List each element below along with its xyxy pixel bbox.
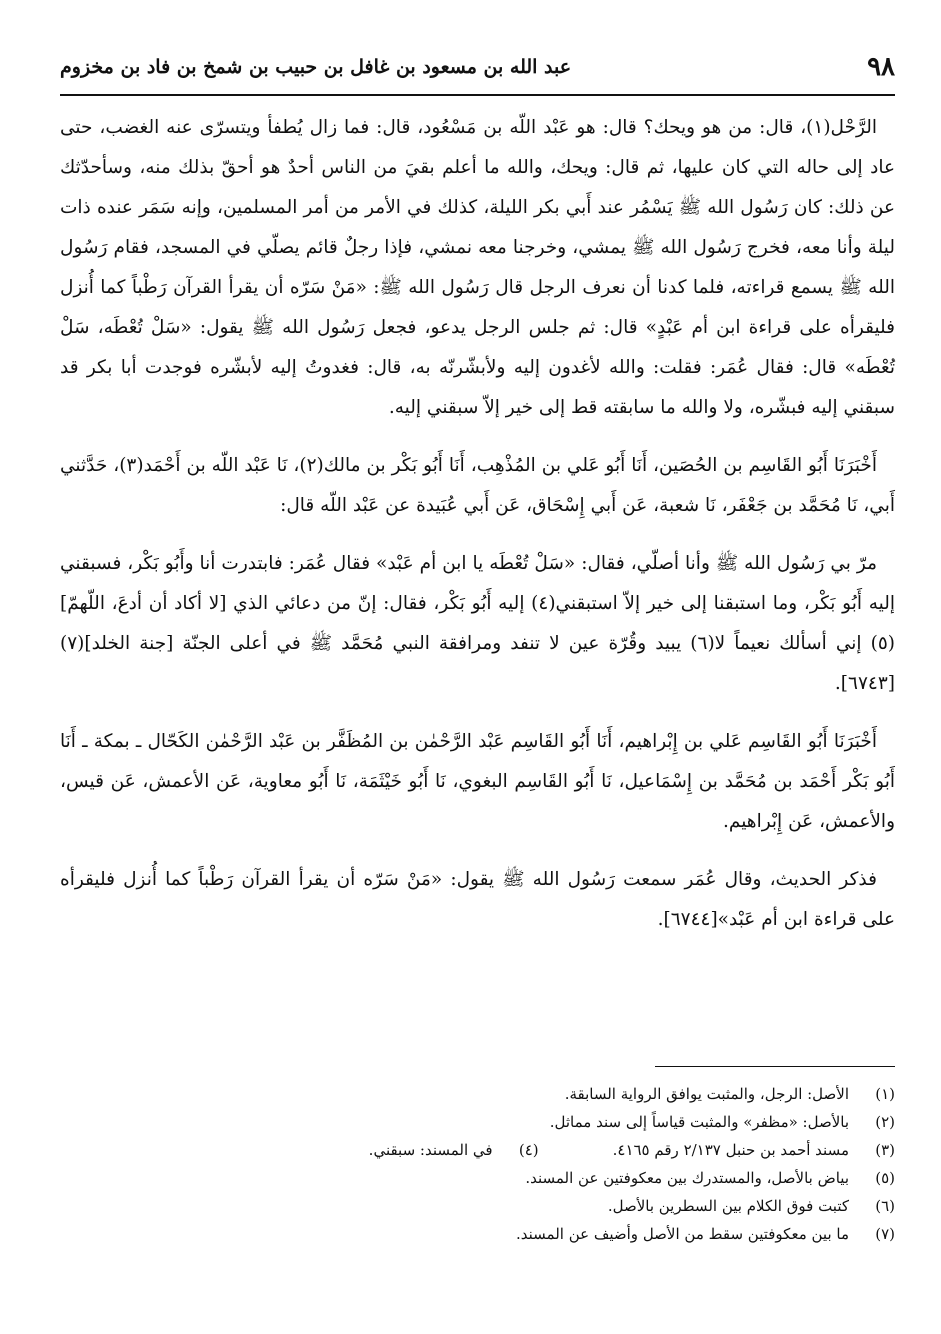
footnote-text: ما بين معكوفتين سقط من الأصل وأضيف عن المسند. bbox=[515, 1225, 849, 1243]
footnote-number: (٤) bbox=[518, 1141, 539, 1159]
footnote-number: (٧) bbox=[875, 1225, 895, 1243]
main-text bbox=[60, 108, 895, 958]
footnote bbox=[60, 1220, 895, 1248]
footnote bbox=[369, 1136, 539, 1164]
paragraph: فذكر الحديث، وقال عُمَر سمعت رَسُول الله ﷺ يقول: «مَنْ سَرّه أن يقرأ القرآن رَطْباً كما أُنزل فليقرأه على قراءة ابن أم عَبْد»[٦٧٤٤]. bbox=[60, 869, 895, 930]
footnote-number: (٥) bbox=[875, 1169, 895, 1187]
footnote-number: (٢) bbox=[875, 1113, 895, 1131]
footnotes bbox=[60, 1080, 895, 1248]
footnote-number: (٣) bbox=[875, 1141, 895, 1159]
running-title: عبد الله بن مسعود بن غافل بن حبيب بن شمخ بن فاد بن مخزوم bbox=[60, 56, 572, 78]
footnote bbox=[60, 1164, 895, 1192]
paragraph: مرّ بي رَسُول الله ﷺ وأنا أصلّي، فقال: «سَلْ تُعْطَه يا ابن أم عَبْد» فقال عُمَر: فابتدرت أنا وأَبُو بَكْر، فسبقني إليه أَبُو بَكْر، وما استبقنا إلى خير إلاّ استبقني(٤) إليه أَبُو بَكْر، فقال: إنّ من دعائي الذي [لا أكاد أن أدعَ، اللّهمّ](٥) إني أسألك نعيماً لا(٦) يبيد وقُرّة عين لا تنفد ومرافقة النبي مُحَمَّد ﷺ في أعلى الجنّة [جنة الخلد](٧)[٦٧٤٣]. bbox=[60, 553, 895, 694]
header-rule bbox=[60, 94, 895, 96]
book-page bbox=[60, 40, 895, 1310]
page-number: ٩٨ bbox=[867, 52, 895, 82]
footnote-separator bbox=[655, 1066, 895, 1067]
footnote-number: (٦) bbox=[875, 1197, 895, 1215]
footnote-row bbox=[60, 1136, 895, 1164]
footnote bbox=[60, 1192, 895, 1220]
footnote bbox=[60, 1080, 895, 1108]
footnote-text: الأصل: الرجل، والمثبت يوافق الرواية السابقة. bbox=[564, 1085, 849, 1103]
paragraph: أَخْبَرَنَا أَبُو القَاسِم عَلي بن إِبْراهيم، أَنَا أَبُو القَاسِم عَبْد الرَّحْمٰن بن المُظَفَّر بن عَبْد الرَّحْمٰن الكَحّال ـ بمكة ـ أَنَا أَبُو بَكْر أَحْمَد بن مُحَمَّد بن إِسْمَاعيل، نَا أَبُو القَاسِم البغوي، نَا أَبُو خَيْثَمَة، نَا أَبُو معاوية، عَن الأعمش، عَن قيس، والأعمش، عَن إِبْراهيم. bbox=[60, 731, 895, 832]
paragraph: أَخْبَرَنَا أَبُو القَاسِم بن الحُصَين، أَنَا أَبُو عَلي بن المُذْهِب، أَنَا أَبُو بَكْر بن مالك(٢)، نَا عَبْد اللّه بن أَحْمَد(٣)، حَدَّثني أَبي، نَا مُحَمَّد بن جَعْفَر، نَا شعبة، عَن أَبي إِسْحَاق، عَن أَبي عُبَيدة عن عَبْد اللّه قال: bbox=[60, 455, 895, 516]
paragraph: الرَّحْل(١)، قال: من هو ويحك؟ قال: هو عَبْد اللّه بن مَسْعُود، قال: فما زال يُطفأ ويتسرّى عنه الغضب، حتى عاد إلى حاله التي كان عليها، ثم قال: ويحك، والله ما أعلم بقيَ من الناس أحدٌ هو أحقّ بذلك منه، وسأحدّثك عن ذلك: كان رَسُول الله ﷺ يَسْمُر عند أَبي بكر الليلة، كذلك في الأمر من أمر المسلمين، وإنه سَمَر عنده ذات ليلة وأنا معه، فخرج رَسُول الله ﷺ يمشي، وخرجنا معه نمشي، فإذا رجلٌ قائم يصلّي في المسجد، فقام رَسُول الله ﷺ يسمع قراءته، فلما كدنا أن نعرف الرجل قال رَسُول الله ﷺ: «مَنْ سَرّه أن يقرأ القرآن رَطْباً كما أُنزل فليقرأه على قراءة ابن أم عَبْدٍ» قال: ثم جلس الرجل يدعو، فجعل رَسُول الله ﷺ يقول: «سَلْ تُعْطَه، سَلْ تُعْطَه» قال: فقال عُمَر: فقلت: والله لأغدون إليه ولأبشّرنّه به، قال: فغدوتُ إليه لأبشّره فوجدت أبا بكر قد سبقني إليه فبشّره، ولا والله ما سابقته قط إلى خير إلاّ سبقني إليه. bbox=[60, 117, 895, 418]
footnote-text: بياض بالأصل، والمستدرك بين معكوفتين عن المسند. bbox=[525, 1169, 849, 1187]
footnote-number: (١) bbox=[875, 1085, 895, 1103]
page-header bbox=[60, 50, 895, 90]
footnote bbox=[60, 1108, 895, 1136]
footnote-text: كتبت فوق الكلام بين السطرين بالأصل. bbox=[607, 1197, 849, 1215]
footnote-text: في المسند: سبقني. bbox=[368, 1141, 493, 1159]
footnote-text: بالأصل: «مظفر» والمثبت قياساً إلى سند مماثل. bbox=[549, 1113, 849, 1131]
footnote bbox=[613, 1136, 895, 1164]
footnote-text: مسند أحمد بن حنبل ٢/١٣٧ رقم ٤١٦٥. bbox=[612, 1141, 849, 1159]
